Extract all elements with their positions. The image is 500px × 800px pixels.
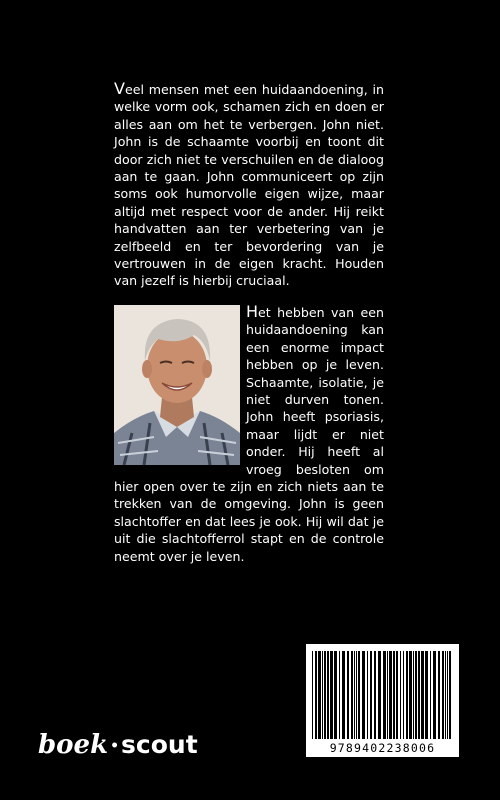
- barcode-bar: [322, 651, 323, 739]
- barcode-bar: [433, 651, 436, 739]
- barcode-bar: [370, 651, 372, 739]
- barcode-bar: [318, 651, 321, 739]
- barcode-bar: [342, 651, 345, 739]
- barcode-bar: [442, 651, 444, 739]
- bio-dropcap: H: [246, 302, 259, 321]
- blurb-text: eel mensen met een huidaandoening, in welke vorm ook, schamen zich en doen er alles aan om het te verbergen. John niet. John is de schaamte voorbij en toont dit door zich niet te verschuilen en de dialoog aan te gaan. John communiceert op zijn soms ook humorvolle eigen wijze, maar altijd met respect voor de ander. Hij reikt handvatten aan ter verbetering van je zelfbeeld en ter bevordering van je vertrouwen in de eigen kracht. Houden van jezelf is hierbij cruciaal.: [114, 82, 384, 289]
- barcode-bar: [367, 651, 368, 739]
- barcode-bar: [354, 651, 355, 739]
- barcode-bar: [362, 651, 365, 739]
- barcode-bar: [330, 651, 333, 739]
- isbn-number: 9789402238006: [329, 741, 436, 755]
- blurb-dropcap: V: [114, 79, 125, 98]
- barcode-bar: [387, 651, 388, 739]
- isbn-barcode: [306, 644, 459, 757]
- barcode-bar: [356, 651, 357, 739]
- barcode-bar: [430, 651, 431, 739]
- photo-spacer: [114, 303, 246, 469]
- barcode-bar: [409, 651, 412, 739]
- barcode-bar: [403, 651, 404, 739]
- publisher-logo: [38, 730, 198, 766]
- barcode-bar: [324, 651, 326, 739]
- barcode-bar: [396, 651, 398, 739]
- barcode-bar: [413, 651, 414, 739]
- barcode-bars: [306, 647, 459, 743]
- barcode-bar: [445, 651, 446, 739]
- barcode-bar: [418, 651, 420, 739]
- barcode-bar: [334, 651, 337, 739]
- barcode-bar: [449, 651, 451, 739]
- barcode-bar: [447, 651, 448, 739]
- barcode-bar: [351, 651, 353, 739]
- barcode-bar: [315, 651, 317, 739]
- barcode-bar: [339, 651, 340, 739]
- barcode-bar: [421, 651, 424, 739]
- barcode-bar: [415, 651, 417, 739]
- barcode-bar: [425, 651, 428, 739]
- barcode-bar: [358, 651, 360, 739]
- logo-part-scout: scout: [121, 730, 198, 759]
- barcode-bar: [383, 651, 386, 739]
- logo-separator: •: [110, 738, 120, 754]
- barcode-bar: [406, 651, 408, 739]
- barcode-bar: [438, 651, 440, 739]
- bio-text: et hebben van een huidaandoening kan een enorme impact hebben op je leven. Schaamte, isolatie, je niet durven tonen. John heeft psoriasis, maar lijdt er niet onder. Hij heeft al vroeg besloten om hier open over te zijn en zich niets aan te trekken van de omgeving. John is geen slachtoffer en dat lees je ook. Hij wil dat je uit die slachtofferrol stapt en de controle neemt over je leven.: [114, 305, 384, 564]
- barcode-bar: [327, 651, 329, 739]
- barcode-bar: [393, 651, 395, 739]
- author-bio-paragraph: [114, 303, 384, 565]
- barcode-bar: [389, 651, 392, 739]
- barcode-bar: [347, 651, 349, 739]
- logo-part-boek: boek: [38, 730, 109, 760]
- barcode-bar: [374, 651, 376, 739]
- barcode-bar: [312, 651, 313, 739]
- barcode-bar: [378, 651, 381, 739]
- blurb-paragraph: [114, 80, 384, 290]
- barcode-bar: [400, 651, 401, 739]
